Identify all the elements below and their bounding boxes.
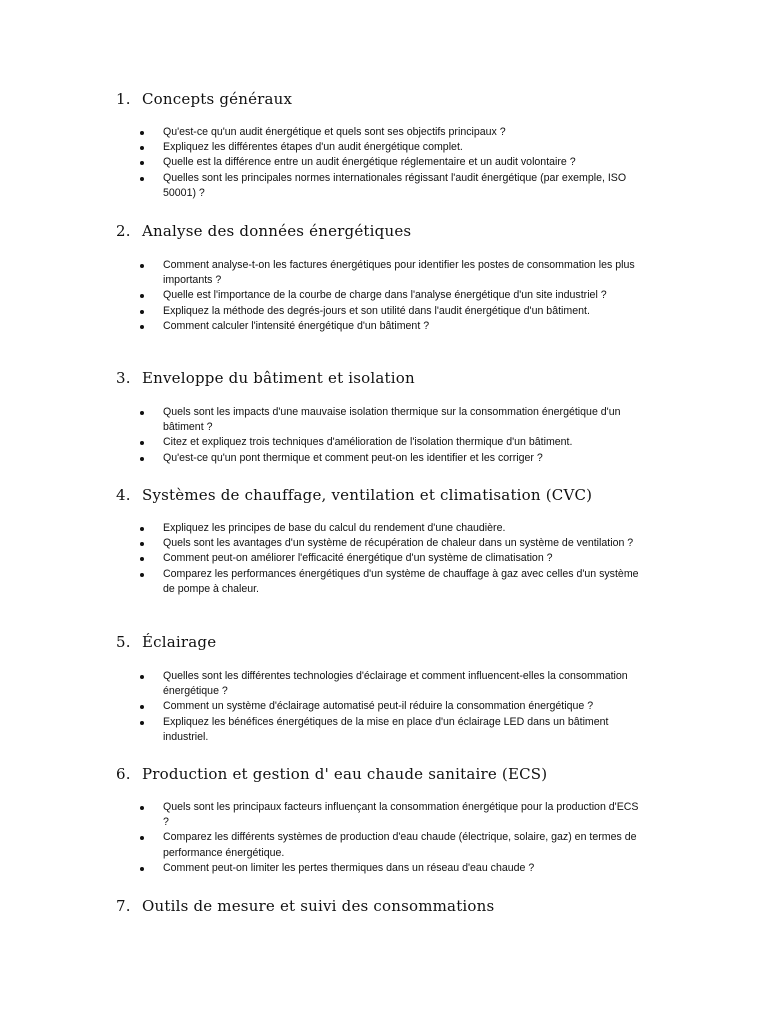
bullet-icon	[140, 836, 144, 840]
question-list	[140, 258, 640, 334]
section-heading	[116, 221, 676, 241]
list-item: Quelles sont les principales normes internationales régissant l'audit énergétique (par exemple, ISO 50001) ?	[140, 171, 640, 201]
bullet-icon	[140, 705, 144, 709]
bullet-icon	[140, 131, 144, 135]
bullet-icon	[140, 177, 144, 181]
section-1	[116, 89, 676, 199]
question-list	[140, 669, 640, 745]
list-item: Quelle est la différence entre un audit énergétique réglementaire et un audit volontaire ?	[140, 155, 640, 170]
section-heading	[116, 896, 676, 916]
section-number: 2.	[116, 222, 131, 240]
section-title: Systèmes de chauffage, ventilation et climatisation (CVC)	[142, 486, 593, 504]
section-heading	[116, 485, 676, 505]
section-heading	[116, 368, 676, 388]
list-item: Comparez les différents systèmes de production d'eau chaude (électrique, solaire, gaz) en termes de performance énergétique.	[140, 830, 640, 860]
list-item: Citez et expliquez trois techniques d'amélioration de l'isolation thermique d'un bâtiment.	[140, 435, 640, 450]
bullet-icon	[140, 264, 144, 268]
section-6	[116, 764, 676, 874]
list-item: Expliquez la méthode des degrés-jours et son utilité dans l'audit énergétique d'un bâtiment.	[140, 304, 640, 319]
section-heading	[116, 632, 676, 652]
section-7	[116, 896, 676, 916]
list-item: Quels sont les impacts d'une mauvaise isolation thermique sur la consommation énergétique d'un bâtiment ?	[140, 405, 640, 435]
section-heading	[116, 764, 676, 784]
section-title: Concepts généraux	[142, 90, 293, 108]
list-item: Expliquez les principes de base du calcul du rendement d'une chaudière.	[140, 521, 640, 536]
list-item: Quelle est l'importance de la courbe de charge dans l'analyse énergétique d'un site industriel ?	[140, 288, 640, 303]
bullet-icon	[140, 457, 144, 461]
list-item: Expliquez les différentes étapes d'un audit énergétique complet.	[140, 140, 640, 155]
bullet-icon	[140, 161, 144, 165]
section-number: 7.	[116, 897, 131, 915]
question-list	[140, 800, 640, 876]
bullet-icon	[140, 542, 144, 546]
question-list	[140, 405, 640, 466]
bullet-icon	[140, 557, 144, 561]
section-title: Enveloppe du bâtiment et isolation	[142, 369, 415, 387]
bullet-icon	[140, 867, 144, 871]
list-item: Comment peut-on limiter les pertes thermiques dans un réseau d'eau chaude ?	[140, 861, 640, 876]
section-title: Analyse des données énergétiques	[142, 222, 412, 240]
list-item: Comment un système d'éclairage automatisé peut-il réduire la consommation énergétique ?	[140, 699, 640, 714]
list-item: Quels sont les principaux facteurs influençant la consommation énergétique pour la production d'ECS ?	[140, 800, 640, 830]
list-item: Qu'est-ce qu'un pont thermique et comment peut-on les identifier et les corriger ?	[140, 451, 640, 466]
bullet-icon	[140, 527, 144, 531]
list-item: Comment peut-on améliorer l'efficacité énergétique d'un système de climatisation ?	[140, 551, 640, 566]
list-item: Comment analyse-t-on les factures énergétiques pour identifier les postes de consommation les plus importants ?	[140, 258, 640, 288]
question-list	[140, 125, 640, 201]
section-2	[116, 221, 676, 332]
section-number: 6.	[116, 765, 131, 783]
section-title: Outils de mesure et suivi des consommations	[142, 897, 495, 915]
section-title: Éclairage	[142, 633, 217, 651]
bullet-icon	[140, 310, 144, 314]
section-number: 3.	[116, 369, 131, 387]
list-item: Comparez les performances énergétiques d'un système de chauffage à gaz avec celles d'un système de pompe à chaleur.	[140, 567, 640, 597]
bullet-icon	[140, 573, 144, 577]
bullet-icon	[140, 806, 144, 810]
bullet-icon	[140, 441, 144, 445]
bullet-icon	[140, 294, 144, 298]
section-4	[116, 485, 676, 595]
section-number: 4.	[116, 486, 131, 504]
list-item: Expliquez les bénéfices énergétiques de la mise en place d'un éclairage LED dans un bâtiment industriel.	[140, 715, 640, 745]
bullet-icon	[140, 721, 144, 725]
bullet-icon	[140, 675, 144, 679]
section-title: Production et gestion d' eau chaude sanitaire (ECS)	[142, 765, 548, 783]
section-number: 1.	[116, 90, 131, 108]
list-item: Quels sont les avantages d'un système de récupération de chaleur dans un système de ventilation ?	[140, 536, 640, 551]
bullet-icon	[140, 411, 144, 415]
list-item: Comment calculer l'intensité énergétique d'un bâtiment ?	[140, 319, 640, 334]
bullet-icon	[140, 146, 144, 150]
list-item: Quelles sont les différentes technologies d'éclairage et comment influencent-elles la consommation énergétique ?	[140, 669, 640, 699]
section-number: 5.	[116, 633, 131, 651]
section-5	[116, 632, 676, 743]
section-heading	[116, 89, 676, 109]
question-list	[140, 521, 640, 597]
section-3	[116, 368, 676, 464]
bullet-icon	[140, 325, 144, 329]
list-item: Qu'est-ce qu'un audit énergétique et quels sont ses objectifs principaux ?	[140, 125, 640, 140]
